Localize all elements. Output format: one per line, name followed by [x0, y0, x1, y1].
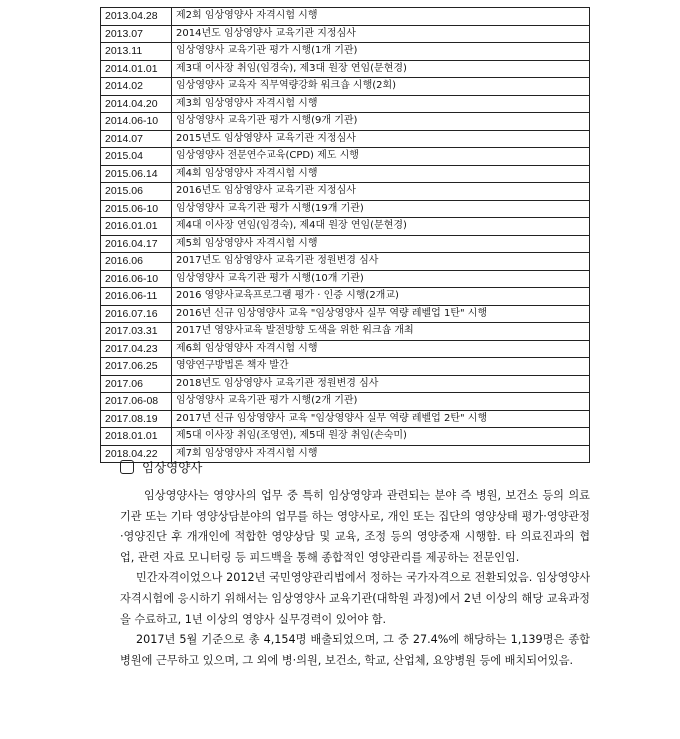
- section-paragraph-1: 임상영양사는 영양사의 업무 중 특히 임상영양과 관련되는 분야 즉 병원, 보건소 등의 의료기관 또는 기타 영양상담분야의 업무를 하는 영양사로, 개인 또는 집단의 영양상태 평가·영양관정·영양진단 후 개개인에 적합한 영양상담 및 교육, 조정 등의 영양중재 시행함. 타 의료진과의 협업, 관련 자료 모니터링 등 피드백을 통해 종합적인 영양관리를 제공하는 전문인임.: [120, 489, 590, 564]
- timeline-row: [101, 183, 590, 201]
- timeline-event: 제4대 이사장 연임(임경숙), 제4대 원장 연임(문현경): [172, 218, 590, 236]
- timeline-date: 2016.01.01: [101, 218, 172, 236]
- timeline-row: [101, 340, 590, 358]
- timeline-event: 제3회 임상영양사 자격시험 시행: [172, 95, 590, 113]
- timeline-date: 2016.06: [101, 253, 172, 271]
- timeline-event: 2017년 신규 임상영양사 교육 "임상영양사 실무 역량 레벨업 2탄" 시행: [172, 410, 590, 428]
- timeline-event: 2017년도 임상영양사 교육기관 정원변경 심사: [172, 253, 590, 271]
- timeline-row: [101, 165, 590, 183]
- timeline-date: 2016.06-10: [101, 270, 172, 288]
- timeline-row: [101, 43, 590, 61]
- timeline-date: 2016.07.16: [101, 305, 172, 323]
- timeline-event: 제5대 이사장 취임(조영연), 제5대 원장 취임(손숙미): [172, 428, 590, 446]
- timeline-event: 2015년도 임상영양사 교육기관 지정심사: [172, 130, 590, 148]
- timeline-row: [101, 270, 590, 288]
- timeline-event: 2017년 영양사교육 발전방향 도색을 위한 워크숍 개최: [172, 323, 590, 341]
- timeline-date: 2015.06.14: [101, 165, 172, 183]
- timeline-date: 2014.04.20: [101, 95, 172, 113]
- timeline-event: 제7회 임상영양사 자격시험 시행: [172, 445, 590, 463]
- timeline-row: [101, 235, 590, 253]
- timeline-date: 2014.02: [101, 78, 172, 96]
- timeline-date: 2016.04.17: [101, 235, 172, 253]
- timeline-row: [101, 323, 590, 341]
- timeline-date: 2018.04.22: [101, 445, 172, 463]
- section-heading: [120, 458, 590, 476]
- timeline-date: 2018.01.01: [101, 428, 172, 446]
- timeline-row: [101, 305, 590, 323]
- timeline-date: 2014.06-10: [101, 113, 172, 131]
- timeline-row: [101, 130, 590, 148]
- timeline-date: 2015.06-10: [101, 200, 172, 218]
- timeline-date: 2017.06-08: [101, 393, 172, 411]
- timeline-event: 임상영양사 교육기관 평가 시행(9개 기관): [172, 113, 590, 131]
- timeline-row: [101, 60, 590, 78]
- timeline-event: 제4회 임상영양사 자격시험 시행: [172, 165, 590, 183]
- timeline-event: 제5회 임상영양사 자격시험 시행: [172, 235, 590, 253]
- timeline-row: [101, 95, 590, 113]
- timeline-date: 2013.07: [101, 25, 172, 43]
- timeline-event: 2016년 신규 임상영양사 교육 "임상영양사 실무 역량 레벨업 1탄" 시행: [172, 305, 590, 323]
- timeline-date: 2017.06.25: [101, 358, 172, 376]
- timeline-event: 제3대 이사장 취임(임경숙), 제3대 원장 연임(문현경): [172, 60, 590, 78]
- timeline-row: [101, 428, 590, 446]
- timeline-row: [101, 375, 590, 393]
- timeline-row: [101, 148, 590, 166]
- timeline-row: [101, 113, 590, 131]
- timeline-date: 2017.04.23: [101, 340, 172, 358]
- timeline-row: [101, 200, 590, 218]
- clinical-dietitian-section: [120, 458, 590, 671]
- timeline-date: 2016.06-11: [101, 288, 172, 306]
- timeline-date: 2015.06: [101, 183, 172, 201]
- timeline-row: [101, 78, 590, 96]
- timeline-event: 제2회 임상영양사 자격시험 시행: [172, 8, 590, 26]
- timeline-event: 임상영양사 교육기관 평가 시행(2개 기관): [172, 393, 590, 411]
- timeline-row: [101, 410, 590, 428]
- section-title: 임상영양사: [142, 460, 203, 475]
- timeline-row: [101, 288, 590, 306]
- timeline-body: [101, 8, 590, 463]
- timeline-event: 임상영양사 교육기관 평가 시행(10개 기관): [172, 270, 590, 288]
- timeline-date: 2014.01.01: [101, 60, 172, 78]
- timeline-row: [101, 253, 590, 271]
- timeline-row: [101, 393, 590, 411]
- section-paragraph-3: 2017년 5월 기준으로 총 4,154명 배출되었으며, 그 중 27.4%에 해당하는 1,139명은 종합병원에 근무하고 있으며, 그 외에 병·의원, 보건소, 학교, 산업체, 요양병원 등에 배치되어있음.: [120, 633, 590, 667]
- timeline-event: 임상영양사 교육기관 평가 시행(1개 기관): [172, 43, 590, 61]
- timeline-date: 2014.07: [101, 130, 172, 148]
- timeline-date: 2017.06: [101, 375, 172, 393]
- timeline-row: [101, 358, 590, 376]
- timeline-row: [101, 25, 590, 43]
- timeline-date: 2013.04.28: [101, 8, 172, 26]
- timeline-row: [101, 8, 590, 26]
- timeline-date: 2015.04: [101, 148, 172, 166]
- timeline-event: 임상영양사 교육자 직무역량강화 워크숍 시행(2회): [172, 78, 590, 96]
- timeline-event: 임상영양사 교육기관 평가 시행(19개 기관): [172, 200, 590, 218]
- timeline-event: 영양연구방법론 책자 발간: [172, 358, 590, 376]
- section-paragraph-2: 민간자격이었으나 2012년 국민영양관리법에서 정하는 국가자격으로 전환되었음. 임상영양사 자격시험에 응시하기 위해서는 임상영양사 교육기관(대학원 과정)에서 2년 이상의 해당 교육과정을 수료하고, 1년 이상의 영양사 실무경력이 있어야 함.: [120, 571, 590, 626]
- timeline-event: 2016 영양사교육프로그램 평가 · 인증 시행(2개교): [172, 288, 590, 306]
- timeline-event: 제6회 임상영양사 자격시험 시행: [172, 340, 590, 358]
- checkbox-icon: [120, 460, 134, 474]
- history-timeline-table: [100, 7, 590, 463]
- timeline-date: 2013.11: [101, 43, 172, 61]
- timeline-date: 2017.03.31: [101, 323, 172, 341]
- timeline-date: 2017.08.19: [101, 410, 172, 428]
- timeline-event: 2014년도 임상영양사 교육기관 지정심사: [172, 25, 590, 43]
- timeline-event: 2016년도 임상영양사 교육기관 지정심사: [172, 183, 590, 201]
- timeline-event: 임상영양사 전문연수교육(CPD) 제도 시행: [172, 148, 590, 166]
- timeline-row: [101, 218, 590, 236]
- timeline-event: 2018년도 임상영양사 교육기관 정원변경 심사: [172, 375, 590, 393]
